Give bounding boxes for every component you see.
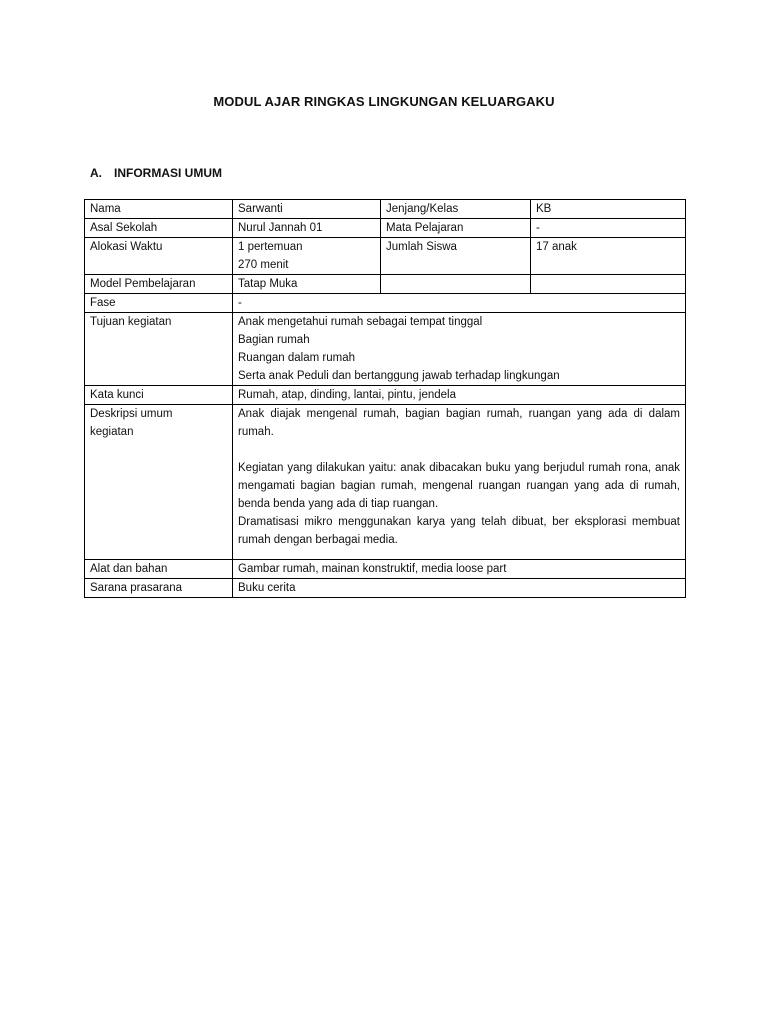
tujuan-line: Serta anak Peduli dan bertanggung jawab terhadap lingkungan	[238, 370, 560, 382]
mata-pelajaran-value: -	[531, 219, 686, 238]
alokasi-waktu-line-2: 270 menit	[238, 259, 289, 271]
table-row	[85, 294, 686, 313]
tujuan-line: Anak mengetahui rumah sebagai tempat tinggal	[238, 316, 483, 328]
table-row	[85, 579, 686, 598]
table-row	[85, 200, 686, 219]
alokasi-waktu-line-1: 1 pertemuan	[238, 241, 303, 253]
tujuan-line: Ruangan dalam rumah	[238, 352, 355, 364]
deskripsi-label-line-2: kegiatan	[90, 426, 134, 438]
kata-kunci-value: Rumah, atap, dinding, lantai, pintu, jendela	[233, 386, 686, 405]
table-row	[85, 275, 686, 294]
asal-sekolah-value: Nurul Jannah 01	[233, 219, 381, 238]
alat-bahan-value: Gambar rumah, mainan konstruktif, media loose part	[233, 560, 686, 579]
jenjang-label: Jenjang/Kelas	[381, 200, 531, 219]
table-row	[85, 386, 686, 405]
alat-bahan-label: Alat dan bahan	[85, 560, 233, 579]
jumlah-siswa-label: Jumlah Siswa	[381, 238, 531, 275]
table-row	[85, 238, 686, 275]
deskripsi-paragraph-1: Anak diajak mengenal rumah, bagian bagian rumah, ruangan yang ada di dalam rumah.	[238, 408, 680, 438]
jenjang-value: KB	[531, 200, 686, 219]
model-value: Tatap Muka	[233, 275, 381, 294]
alokasi-waktu-label: Alokasi Waktu	[85, 238, 233, 275]
deskripsi-label	[85, 405, 233, 560]
deskripsi-paragraph-2: Kegiatan yang dilakukan yaitu: anak dibacakan buku yang berjudul rumah rona, anak mengamati bagian bagian rumah, mengenal ruangan ruangan yang ada di rumah, benda benda yang ada di tiap ruangan.	[238, 462, 680, 510]
table-row	[85, 405, 686, 560]
deskripsi-value	[233, 405, 686, 560]
asal-sekolah-label: Asal Sekolah	[85, 219, 233, 238]
nama-label: Nama	[85, 200, 233, 219]
sarana-label: Sarana prasarana	[85, 579, 233, 598]
mata-pelajaran-label: Mata Pelajaran	[381, 219, 531, 238]
section-heading	[90, 166, 222, 180]
table-row	[85, 560, 686, 579]
empty-cell	[531, 275, 686, 294]
sarana-value: Buku cerita	[233, 579, 686, 598]
deskripsi-paragraph-3: Dramatisasi mikro menggunakan karya yang telah dibuat, ber eksplorasi membuat rumah dengan berbagai media.	[238, 516, 680, 546]
tujuan-value	[233, 313, 686, 386]
kata-kunci-label: Kata kunci	[85, 386, 233, 405]
nama-value: Sarwanti	[233, 200, 381, 219]
table-row	[85, 219, 686, 238]
tujuan-label: Tujuan kegiatan	[85, 313, 233, 386]
section-title: INFORMASI UMUM	[114, 166, 222, 180]
section-number: A.	[90, 166, 102, 180]
table-row	[85, 313, 686, 386]
fase-label: Fase	[85, 294, 233, 313]
tujuan-line: Bagian rumah	[238, 334, 310, 346]
alokasi-waktu-value	[233, 238, 381, 275]
fase-value: -	[233, 294, 686, 313]
jumlah-siswa-value: 17 anak	[531, 238, 686, 275]
general-info-table	[84, 199, 686, 598]
document-title: MODUL AJAR RINGKAS LINGKUNGAN KELUARGAKU	[213, 94, 555, 109]
model-label: Model Pembelajaran	[85, 275, 233, 294]
deskripsi-label-line-1: Deskripsi umum	[90, 408, 173, 420]
empty-cell	[381, 275, 531, 294]
